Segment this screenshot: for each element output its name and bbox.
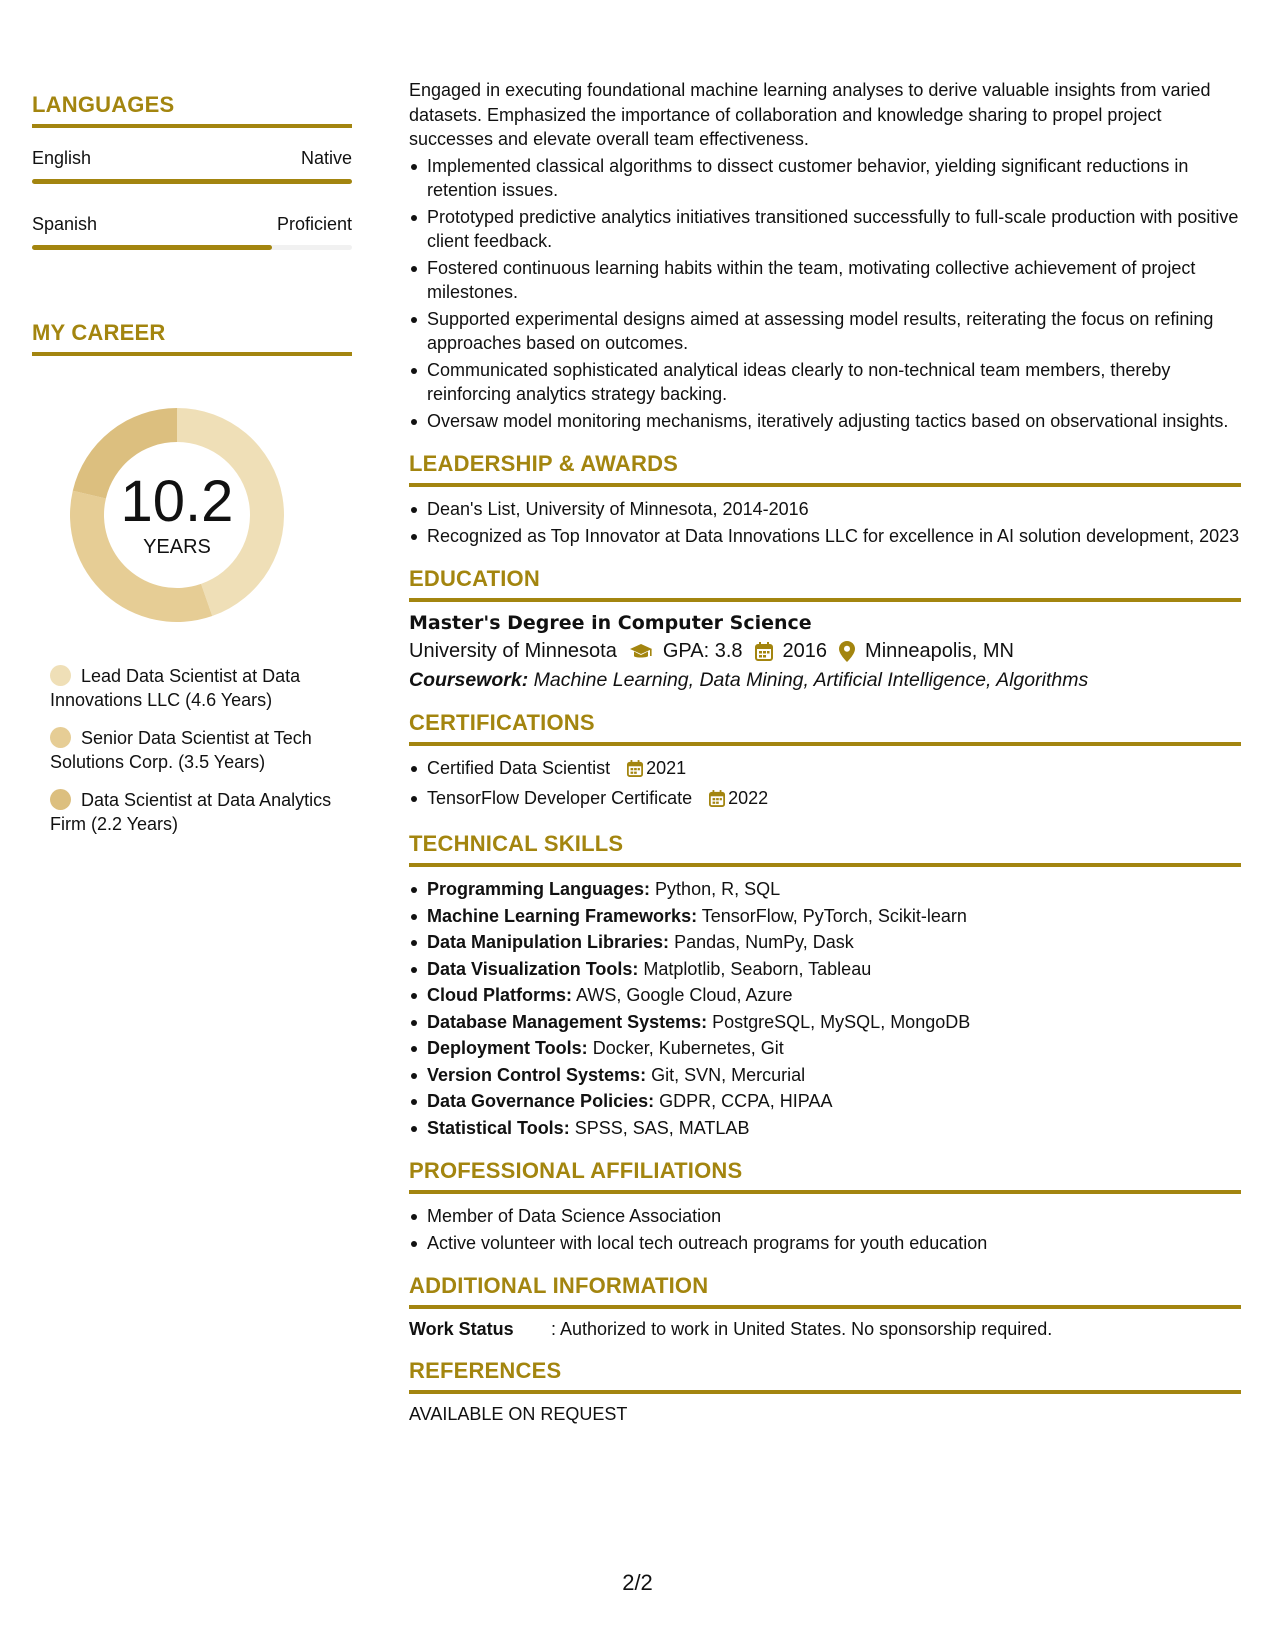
donut-center xyxy=(62,400,292,630)
cert-year: 2021 xyxy=(646,758,687,778)
skill-value: PostgreSQL, MySQL, MongoDB xyxy=(712,1011,971,1032)
calendar-icon xyxy=(627,759,643,784)
skill-label: Data Governance Policies: xyxy=(427,1091,655,1111)
list-item xyxy=(409,930,1241,955)
list-item xyxy=(409,957,1241,982)
page-number: 2/2 xyxy=(622,1570,653,1595)
list-item: Recognized as Top Innovator at Data Innovations LLC for excellence in AI solution development, 2023 xyxy=(409,524,1241,549)
skill-label: Deployment Tools: xyxy=(427,1038,588,1058)
skill-label: Database Management Systems: xyxy=(427,1011,708,1032)
legend-swatch xyxy=(50,789,71,810)
leadership-section xyxy=(409,451,1241,548)
map-pin-icon xyxy=(839,641,855,662)
list-item: Oversaw model monitoring mechanisms, iteratively adjusting tactics based on observational insights. xyxy=(409,409,1241,434)
experience-bullets xyxy=(409,154,1241,434)
skill-value: Matplotlib, Seaborn, Tableau xyxy=(643,958,872,979)
legend-label: Senior Data Scientist at Tech Solutions Corp. (3.5 Years) xyxy=(50,728,312,772)
skill-value: AWS, Google Cloud, Azure xyxy=(576,985,793,1005)
references-text: AVAILABLE ON REQUEST xyxy=(409,1404,628,1424)
skill-value: Python, R, SQL xyxy=(655,879,781,899)
language-level-fill xyxy=(32,179,352,184)
list-item: Member of Data Science Association xyxy=(409,1204,1241,1229)
career-total-unit: YEARS xyxy=(143,535,211,558)
career-donut-chart xyxy=(62,400,292,630)
skill-value: GDPR, CCPA, HIPAA xyxy=(659,1091,833,1111)
list-item xyxy=(409,756,1241,784)
list-item: Communicated sophisticated analytical ideas clearly to non-technical team members, thereby reinforcing analytics strategy backing. xyxy=(409,358,1241,407)
skill-value: Git, SVN, Mercurial xyxy=(651,1064,806,1085)
list-item: Prototyped predictive analytics initiatives transitioned successfully to full-scale production with positive client feedback. xyxy=(409,205,1241,254)
skill-label: Programming Languages: xyxy=(427,879,651,899)
leadership-title: LEADERSHIP & AWARDS xyxy=(409,451,1241,487)
education-meta xyxy=(409,640,1241,663)
calendar-icon xyxy=(709,789,725,814)
coursework xyxy=(409,669,1241,692)
skill-label: Cloud Platforms: xyxy=(427,985,573,1005)
legend-swatch xyxy=(50,665,71,686)
list-item xyxy=(409,1010,1241,1035)
skills-list xyxy=(409,877,1241,1140)
skill-value: TensorFlow, PyTorch, Scikit-learn xyxy=(701,905,967,926)
graduation-year: 2016 xyxy=(782,640,828,662)
certifications-title: CERTIFICATIONS xyxy=(409,710,1241,746)
career-total-years: 10.2 xyxy=(120,468,234,534)
list-item xyxy=(409,904,1241,929)
calendar-icon xyxy=(755,642,773,661)
list-item: Dean's List, University of Minnesota, 2014-2016 xyxy=(409,497,1241,522)
languages-title: LANGUAGES xyxy=(32,92,352,128)
list-item: Supported experimental designs aimed at assessing model results, reiterating the focus on refining approaches based on outcomes. xyxy=(409,307,1241,356)
references-section xyxy=(409,1358,1241,1425)
legend-swatch xyxy=(50,727,71,748)
list-item: Active volunteer with local tech outreach programs for youth education xyxy=(409,1231,1241,1256)
list-item xyxy=(409,1036,1241,1061)
language-name: English xyxy=(32,148,92,168)
school-location: Minneapolis, MN xyxy=(865,640,1014,662)
degree-title: Master's Degree in Computer Science xyxy=(409,612,812,634)
education-title: EDUCATION xyxy=(409,566,1241,602)
skill-label: Data Visualization Tools: xyxy=(427,958,639,979)
cert-name: Certified Data Scientist xyxy=(427,758,611,778)
certifications-section xyxy=(409,710,1241,813)
list-item: Fostered continuous learning habits within the team, motivating collective achievement of project milestones. xyxy=(409,256,1241,305)
career-title: MY CAREER xyxy=(32,320,352,356)
legend-label: Lead Data Scientist at Data Innovations LLC (4.6 Years) xyxy=(50,666,301,710)
skills-section xyxy=(409,831,1241,1140)
career-legend xyxy=(50,664,340,836)
skill-value: Docker, Kubernetes, Git xyxy=(592,1038,784,1058)
experience-summary: Engaged in executing foundational machine learning analyses to derive valuable insights from varied datasets. Emphasized the importance of collaboration and knowledge sharing to propel project successes and elevate overall team effectiveness. xyxy=(409,80,1211,149)
skill-label: Machine Learning Frameworks: xyxy=(427,905,698,926)
language-level-fill xyxy=(32,245,272,250)
coursework-list: Machine Learning, Data Mining, Artificial Intelligence, Algorithms xyxy=(533,669,1089,691)
list-item xyxy=(409,983,1241,1008)
list-item: Implemented classical algorithms to dissect customer behavior, yielding significant reductions in retention issues. xyxy=(409,154,1241,203)
references-title: REFERENCES xyxy=(409,1358,1241,1394)
additional-title: ADDITIONAL INFORMATION xyxy=(409,1273,1241,1309)
career-legend-item xyxy=(50,664,340,712)
work-status-label: Work Status xyxy=(409,1319,514,1339)
coursework-label: Coursework: xyxy=(409,669,529,691)
work-status-row xyxy=(409,1319,1241,1340)
language-level: Native xyxy=(300,148,352,168)
skills-title: TECHNICAL SKILLS xyxy=(409,831,1241,867)
language-level-bar xyxy=(32,245,352,250)
affiliations-section xyxy=(409,1158,1241,1255)
right-column xyxy=(409,78,1241,1425)
language-name: Spanish xyxy=(32,214,98,234)
school-name: University of Minnesota xyxy=(409,640,617,662)
career-legend-item xyxy=(50,726,340,774)
language-level-bar xyxy=(32,179,352,184)
legend-label: Data Scientist at Data Analytics Firm (2.2 Years) xyxy=(50,790,332,834)
education-section xyxy=(409,566,1241,692)
affiliations-title: PROFESSIONAL AFFILIATIONS xyxy=(409,1158,1241,1194)
list-item xyxy=(409,1089,1241,1114)
language-level: Proficient xyxy=(276,214,352,234)
left-column xyxy=(32,92,352,850)
list-item xyxy=(409,786,1241,814)
graduation-cap-icon xyxy=(629,643,653,661)
language-english xyxy=(32,148,352,184)
cert-name: TensorFlow Developer Certificate xyxy=(427,787,693,808)
cert-year: 2022 xyxy=(728,787,769,808)
additional-section xyxy=(409,1273,1241,1340)
career-legend-item xyxy=(50,788,340,836)
skill-value: Pandas, NumPy, Dask xyxy=(674,932,854,952)
skill-label: Statistical Tools: xyxy=(427,1117,570,1138)
list-item xyxy=(409,877,1241,902)
skill-value: SPSS, SAS, MATLAB xyxy=(574,1117,750,1138)
gpa: GPA: 3.8 xyxy=(662,640,743,662)
list-item xyxy=(409,1063,1241,1088)
skill-label: Version Control Systems: xyxy=(427,1064,647,1085)
language-spanish xyxy=(32,214,352,250)
skill-label: Data Manipulation Libraries: xyxy=(427,932,670,952)
work-status-value: : Authorized to work in United States. No sponsorship required. xyxy=(551,1319,1053,1339)
list-item xyxy=(409,1116,1241,1141)
